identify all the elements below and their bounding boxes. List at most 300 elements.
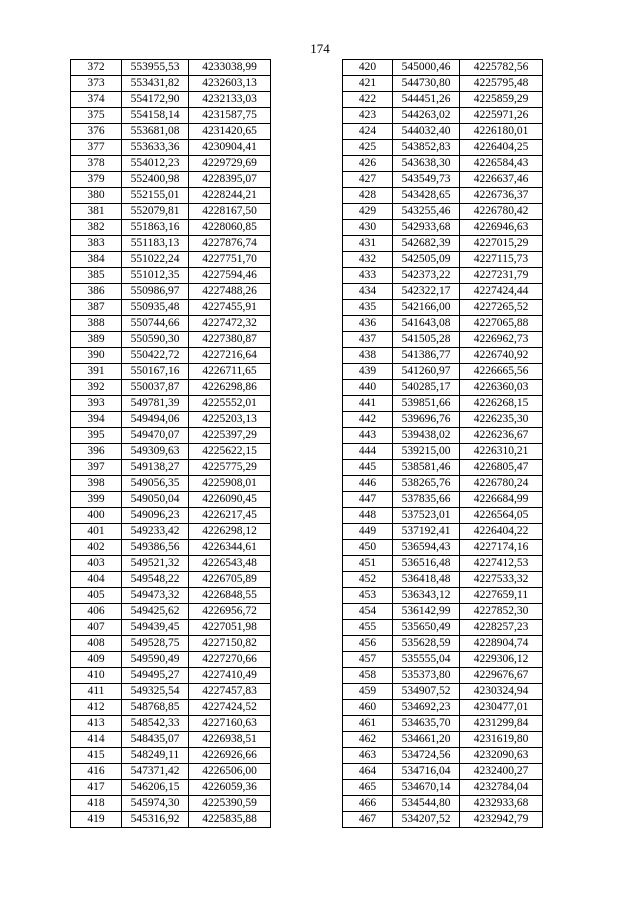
y-coordinate-cell: 4225782,56 [460,60,543,76]
table-row [71,268,271,284]
x-coordinate-cell: 534724,56 [393,748,460,764]
y-coordinate-cell: 4225203,13 [189,412,271,428]
y-coordinate-cell: 4226780,24 [460,476,543,492]
y-coordinate-cell: 4232603,13 [189,76,271,92]
y-coordinate-cell: 4225859,29 [460,92,543,108]
point-number-cell: 404 [71,572,122,588]
table-row [71,124,271,140]
point-number-cell: 377 [71,140,122,156]
table-row [71,604,271,620]
point-number-cell: 460 [343,700,393,716]
x-coordinate-cell: 549548,22 [122,572,189,588]
point-number-cell: 385 [71,268,122,284]
x-coordinate-cell: 541386,77 [393,348,460,364]
y-coordinate-cell: 4225622,15 [189,444,271,460]
point-number-cell: 397 [71,460,122,476]
x-coordinate-cell: 534544,80 [393,796,460,812]
point-number-cell: 413 [71,716,122,732]
y-coordinate-cell: 4227457,83 [189,684,271,700]
table-row [343,508,543,524]
table-row [71,220,271,236]
point-number-cell: 401 [71,524,122,540]
x-coordinate-cell: 550935,48 [122,300,189,316]
point-number-cell: 424 [343,124,393,140]
y-coordinate-cell: 4227270,66 [189,652,271,668]
y-coordinate-cell: 4226059,36 [189,780,271,796]
x-coordinate-cell: 549056,35 [122,476,189,492]
x-coordinate-cell: 551183,13 [122,236,189,252]
table-row [71,204,271,220]
y-coordinate-cell: 4227115,73 [460,252,543,268]
x-coordinate-cell: 539438,02 [393,428,460,444]
point-number-cell: 465 [343,780,393,796]
x-coordinate-cell: 549425,62 [122,604,189,620]
table-row [71,252,271,268]
y-coordinate-cell: 4226236,67 [460,428,543,444]
x-coordinate-cell: 534635,70 [393,716,460,732]
x-coordinate-cell: 536418,48 [393,572,460,588]
table-row [343,76,543,92]
point-number-cell: 440 [343,380,393,396]
point-number-cell: 388 [71,316,122,332]
table-row [71,652,271,668]
table-row [71,492,271,508]
x-coordinate-cell: 534207,52 [393,812,460,828]
table-row [343,316,543,332]
point-number-cell: 431 [343,236,393,252]
point-number-cell: 441 [343,396,393,412]
point-number-cell: 427 [343,172,393,188]
point-number-cell: 393 [71,396,122,412]
table-row [343,604,543,620]
table-row [343,348,543,364]
y-coordinate-cell: 4225775,29 [189,460,271,476]
table-row [343,764,543,780]
y-coordinate-cell: 4227424,44 [460,284,543,300]
y-coordinate-cell: 4227876,74 [189,236,271,252]
y-coordinate-cell: 4233038,99 [189,60,271,76]
table-row [71,284,271,300]
y-coordinate-cell: 4226360,03 [460,380,543,396]
x-coordinate-cell: 549325,54 [122,684,189,700]
table-row [343,204,543,220]
point-number-cell: 456 [343,636,393,652]
point-number-cell: 382 [71,220,122,236]
table-row [71,540,271,556]
table-row [71,620,271,636]
point-number-cell: 457 [343,652,393,668]
point-number-cell: 443 [343,428,393,444]
x-coordinate-cell: 548249,11 [122,748,189,764]
table-row [71,588,271,604]
y-coordinate-cell: 4227015,29 [460,236,543,252]
table-row [71,812,271,828]
y-coordinate-cell: 4227852,30 [460,604,543,620]
table-row [71,332,271,348]
x-coordinate-cell: 542166,00 [393,300,460,316]
y-coordinate-cell: 4229676,67 [460,668,543,684]
point-number-cell: 423 [343,108,393,124]
x-coordinate-cell: 534907,52 [393,684,460,700]
point-number-cell: 452 [343,572,393,588]
point-number-cell: 380 [71,188,122,204]
x-coordinate-cell: 545974,30 [122,796,189,812]
point-number-cell: 390 [71,348,122,364]
point-number-cell: 435 [343,300,393,316]
point-number-cell: 403 [71,556,122,572]
y-coordinate-cell: 4227533,32 [460,572,543,588]
point-number-cell: 437 [343,332,393,348]
y-coordinate-cell: 4226180,01 [460,124,543,140]
y-coordinate-cell: 4226684,99 [460,492,543,508]
point-number-cell: 374 [71,92,122,108]
y-coordinate-cell: 4231420,65 [189,124,271,140]
table-row [343,236,543,252]
y-coordinate-cell: 4227424,52 [189,700,271,716]
coordinates-table-right [342,59,543,828]
point-number-cell: 386 [71,284,122,300]
x-coordinate-cell: 545000,46 [393,60,460,76]
x-coordinate-cell: 549590,49 [122,652,189,668]
x-coordinate-cell: 553633,36 [122,140,189,156]
table-row [71,444,271,460]
y-coordinate-cell: 4225390,59 [189,796,271,812]
x-coordinate-cell: 553955,53 [122,60,189,76]
y-coordinate-cell: 4226740,92 [460,348,543,364]
x-coordinate-cell: 537835,66 [393,492,460,508]
x-coordinate-cell: 543852,83 [393,140,460,156]
table-row [71,92,271,108]
point-number-cell: 421 [343,76,393,92]
x-coordinate-cell: 549528,75 [122,636,189,652]
x-coordinate-cell: 551022,24 [122,252,189,268]
y-coordinate-cell: 4226090,45 [189,492,271,508]
y-coordinate-cell: 4227150,82 [189,636,271,652]
x-coordinate-cell: 549138,27 [122,460,189,476]
table-row [343,636,543,652]
y-coordinate-cell: 4227065,88 [460,316,543,332]
x-coordinate-cell: 549233,42 [122,524,189,540]
x-coordinate-cell: 541260,97 [393,364,460,380]
y-coordinate-cell: 4232933,68 [460,796,543,812]
table-row [343,300,543,316]
x-coordinate-cell: 536142,99 [393,604,460,620]
table-row [343,156,543,172]
point-number-cell: 433 [343,268,393,284]
y-coordinate-cell: 4226665,56 [460,364,543,380]
point-number-cell: 409 [71,652,122,668]
point-number-cell: 445 [343,460,393,476]
y-coordinate-cell: 4227412,53 [460,556,543,572]
point-number-cell: 372 [71,60,122,76]
y-coordinate-cell: 4226637,46 [460,172,543,188]
point-number-cell: 451 [343,556,393,572]
point-number-cell: 442 [343,412,393,428]
y-coordinate-cell: 4226926,66 [189,748,271,764]
table-row [71,476,271,492]
x-coordinate-cell: 549495,27 [122,668,189,684]
x-coordinate-cell: 551863,16 [122,220,189,236]
table-row [343,460,543,476]
y-coordinate-cell: 4226310,21 [460,444,543,460]
point-number-cell: 428 [343,188,393,204]
point-number-cell: 402 [71,540,122,556]
x-coordinate-cell: 550744,66 [122,316,189,332]
point-number-cell: 439 [343,364,393,380]
point-number-cell: 450 [343,540,393,556]
x-coordinate-cell: 535628,59 [393,636,460,652]
x-coordinate-cell: 540285,17 [393,380,460,396]
table-row [343,124,543,140]
y-coordinate-cell: 4227265,52 [460,300,543,316]
point-number-cell: 418 [71,796,122,812]
y-coordinate-cell: 4226848,55 [189,588,271,604]
x-coordinate-cell: 543428,65 [393,188,460,204]
table-row [343,620,543,636]
x-coordinate-cell: 549096,23 [122,508,189,524]
x-coordinate-cell: 549781,39 [122,396,189,412]
x-coordinate-cell: 553681,08 [122,124,189,140]
point-number-cell: 455 [343,620,393,636]
y-coordinate-cell: 4226268,15 [460,396,543,412]
table-row [343,684,543,700]
point-number-cell: 422 [343,92,393,108]
x-coordinate-cell: 551012,35 [122,268,189,284]
point-number-cell: 407 [71,620,122,636]
x-coordinate-cell: 552400,98 [122,172,189,188]
y-coordinate-cell: 4225971,26 [460,108,543,124]
y-coordinate-cell: 4226217,45 [189,508,271,524]
table-row [343,444,543,460]
x-coordinate-cell: 542505,09 [393,252,460,268]
x-coordinate-cell: 541505,28 [393,332,460,348]
point-number-cell: 379 [71,172,122,188]
point-number-cell: 381 [71,204,122,220]
point-number-cell: 426 [343,156,393,172]
table-row [343,732,543,748]
table-row [71,764,271,780]
table-row [343,252,543,268]
y-coordinate-cell: 4226956,72 [189,604,271,620]
y-coordinate-cell: 4229306,12 [460,652,543,668]
x-coordinate-cell: 548435,07 [122,732,189,748]
y-coordinate-cell: 4226584,43 [460,156,543,172]
x-coordinate-cell: 552155,01 [122,188,189,204]
y-coordinate-cell: 4227488,26 [189,284,271,300]
point-number-cell: 400 [71,508,122,524]
x-coordinate-cell: 534692,23 [393,700,460,716]
table-row [343,476,543,492]
y-coordinate-cell: 4225552,01 [189,396,271,412]
table-row [71,172,271,188]
point-number-cell: 405 [71,588,122,604]
table-row [71,780,271,796]
y-coordinate-cell: 4226298,12 [189,524,271,540]
point-number-cell: 373 [71,76,122,92]
table-row [71,188,271,204]
x-coordinate-cell: 543549,73 [393,172,460,188]
y-coordinate-cell: 4226780,42 [460,204,543,220]
x-coordinate-cell: 554012,23 [122,156,189,172]
table-row [343,748,543,764]
table-row [343,60,543,76]
table-row [71,796,271,812]
table-row [71,684,271,700]
point-number-cell: 434 [343,284,393,300]
x-coordinate-cell: 542322,17 [393,284,460,300]
y-coordinate-cell: 4231619,80 [460,732,543,748]
y-coordinate-cell: 4227216,64 [189,348,271,364]
table-row [71,636,271,652]
point-number-cell: 448 [343,508,393,524]
x-coordinate-cell: 550167,16 [122,364,189,380]
table-row [71,716,271,732]
table-row [343,588,543,604]
table-row [71,556,271,572]
table-row [343,716,543,732]
y-coordinate-cell: 4226506,00 [189,764,271,780]
y-coordinate-cell: 4232784,04 [460,780,543,796]
y-coordinate-cell: 4229729,69 [189,156,271,172]
point-number-cell: 458 [343,668,393,684]
x-coordinate-cell: 536343,12 [393,588,460,604]
x-coordinate-cell: 542933,68 [393,220,460,236]
y-coordinate-cell: 4226564,05 [460,508,543,524]
table-row [71,348,271,364]
table-row [343,332,543,348]
x-coordinate-cell: 542682,39 [393,236,460,252]
table-row [343,700,543,716]
x-coordinate-cell: 546206,15 [122,780,189,796]
point-number-cell: 417 [71,780,122,796]
y-coordinate-cell: 4226404,22 [460,524,543,540]
y-coordinate-cell: 4226805,47 [460,460,543,476]
x-coordinate-cell: 536516,48 [393,556,460,572]
table-row [343,172,543,188]
x-coordinate-cell: 552079,81 [122,204,189,220]
point-number-cell: 453 [343,588,393,604]
table-row [71,236,271,252]
point-number-cell: 394 [71,412,122,428]
point-number-cell: 461 [343,716,393,732]
x-coordinate-cell: 549470,07 [122,428,189,444]
y-coordinate-cell: 4232400,27 [460,764,543,780]
table-row [71,668,271,684]
y-coordinate-cell: 4226543,48 [189,556,271,572]
y-coordinate-cell: 4225835,88 [189,812,271,828]
table-row [343,556,543,572]
table-row [343,396,543,412]
x-coordinate-cell: 539696,76 [393,412,460,428]
y-coordinate-cell: 4226235,30 [460,412,543,428]
point-number-cell: 383 [71,236,122,252]
point-number-cell: 447 [343,492,393,508]
coordinates-table-left [70,59,271,828]
y-coordinate-cell: 4228257,23 [460,620,543,636]
table-row [343,572,543,588]
x-coordinate-cell: 537523,01 [393,508,460,524]
point-number-cell: 454 [343,604,393,620]
point-number-cell: 411 [71,684,122,700]
x-coordinate-cell: 535373,80 [393,668,460,684]
table-row [343,652,543,668]
x-coordinate-cell: 544032,40 [393,124,460,140]
table-row [71,364,271,380]
y-coordinate-cell: 4226962,73 [460,332,543,348]
table-row [71,428,271,444]
y-coordinate-cell: 4227659,11 [460,588,543,604]
x-coordinate-cell: 550590,30 [122,332,189,348]
table-row [343,492,543,508]
point-number-cell: 376 [71,124,122,140]
point-number-cell: 395 [71,428,122,444]
table-row [71,460,271,476]
x-coordinate-cell: 549473,32 [122,588,189,604]
point-number-cell: 463 [343,748,393,764]
table-row [71,572,271,588]
point-number-cell: 410 [71,668,122,684]
y-coordinate-cell: 4227380,87 [189,332,271,348]
y-coordinate-cell: 4226705,89 [189,572,271,588]
y-coordinate-cell: 4228395,07 [189,172,271,188]
y-coordinate-cell: 4227051,98 [189,620,271,636]
x-coordinate-cell: 544451,26 [393,92,460,108]
table-row [343,540,543,556]
y-coordinate-cell: 4225397,29 [189,428,271,444]
table-row [71,380,271,396]
x-coordinate-cell: 539851,66 [393,396,460,412]
point-number-cell: 414 [71,732,122,748]
point-number-cell: 415 [71,748,122,764]
x-coordinate-cell: 553431,82 [122,76,189,92]
point-number-cell: 408 [71,636,122,652]
x-coordinate-cell: 554158,14 [122,108,189,124]
y-coordinate-cell: 4231299,84 [460,716,543,732]
y-coordinate-cell: 4228244,21 [189,188,271,204]
point-number-cell: 444 [343,444,393,460]
table-row [71,156,271,172]
y-coordinate-cell: 4232090,63 [460,748,543,764]
x-coordinate-cell: 537192,41 [393,524,460,540]
table-row [343,524,543,540]
table-row [343,364,543,380]
table-row [71,508,271,524]
point-number-cell: 389 [71,332,122,348]
x-coordinate-cell: 550422,72 [122,348,189,364]
x-coordinate-cell: 548542,33 [122,716,189,732]
x-coordinate-cell: 538581,46 [393,460,460,476]
point-number-cell: 438 [343,348,393,364]
point-number-cell: 429 [343,204,393,220]
table-row [343,220,543,236]
table-row [71,316,271,332]
point-number-cell: 406 [71,604,122,620]
table-row [71,76,271,92]
point-number-cell: 396 [71,444,122,460]
table-row [71,140,271,156]
x-coordinate-cell: 539215,00 [393,444,460,460]
y-coordinate-cell: 4227751,70 [189,252,271,268]
point-number-cell: 466 [343,796,393,812]
y-coordinate-cell: 4230324,94 [460,684,543,700]
point-number-cell: 436 [343,316,393,332]
x-coordinate-cell: 554172,90 [122,92,189,108]
x-coordinate-cell: 549386,56 [122,540,189,556]
table-row [343,812,543,828]
table-row [71,412,271,428]
y-coordinate-cell: 4228904,74 [460,636,543,652]
table-row [343,380,543,396]
